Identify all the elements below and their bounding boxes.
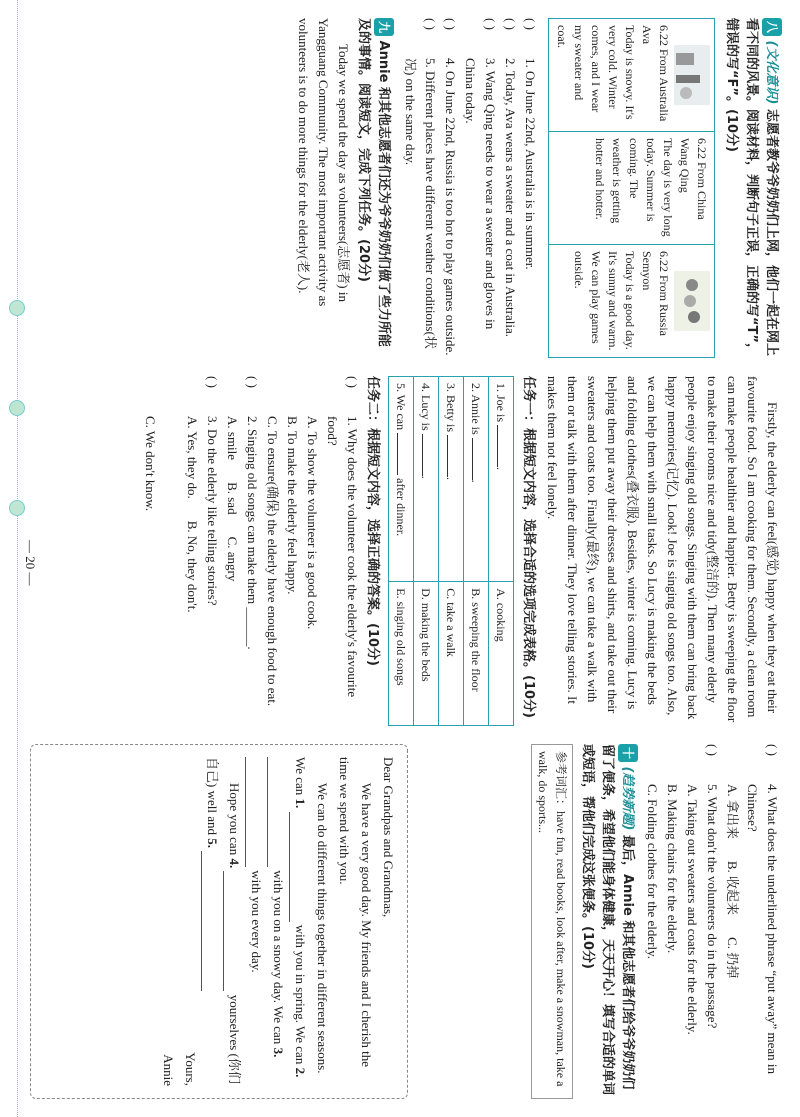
task-2-title: 任务二：根据短文内容，选择正确的答案。(10分) bbox=[365, 376, 380, 666]
question-text: 1. On June 22nd, Australia is in summer. bbox=[523, 58, 538, 270]
option-c: C. To ensure(确保) the elderly have enough food to eat. bbox=[265, 416, 280, 707]
table-row: 3. Betty is . C. take a walk bbox=[439, 377, 464, 726]
question-text: 5. Different places have different weather conditions(状况) on the same day. bbox=[403, 58, 438, 349]
section-8-instruction: 志愿者教爷爷奶奶们上网，他们一起在网上看不同的风景。阅读材料，判断句子正误，正确的写“T”，错误的写“F”。(10分) bbox=[724, 18, 779, 356]
row-option: E. singing old songs bbox=[389, 582, 414, 726]
question-text: 3. Do the elderly like telling stories? bbox=[205, 416, 220, 606]
leaf-icon bbox=[9, 400, 25, 416]
task2-q1 bbox=[262, 376, 362, 726]
option-c: C. angry bbox=[225, 536, 240, 582]
column-3 bbox=[527, 744, 782, 1099]
sec8-q1 bbox=[520, 18, 540, 358]
section-10-heading bbox=[577, 744, 638, 1099]
letter-text: with you every day. bbox=[249, 870, 264, 973]
row-prompt-tail: after dinner. bbox=[394, 478, 408, 537]
letter-text: We can do different things together in different seasons. We can bbox=[293, 757, 330, 1074]
snow-scene-illustration bbox=[674, 45, 710, 105]
sec8-q5 bbox=[400, 18, 440, 358]
answer-paren[interactable]: ( ) bbox=[423, 18, 438, 30]
footer-divider bbox=[17, 0, 18, 1117]
task2-q2 bbox=[222, 376, 262, 726]
diary-text: Today is a good day. It's sunny and warm. We can play games outside. bbox=[572, 251, 637, 351]
section-9-instruction: Annie 和其他志愿者们还为爷爷奶奶们做了些力所能及的事情。阅读短文，完成下列任务。(20分) bbox=[356, 18, 391, 347]
option-b: B. sad bbox=[225, 482, 240, 515]
answer-paren[interactable]: ( ) bbox=[523, 18, 538, 30]
section-10-instruction: 最后，Annie 和其他志愿者们给爷爷奶奶们留了便条，希望他们能身体健康，天天开心！填写合适的单词或短语，帮他们完成这张便条。(10分) bbox=[580, 744, 635, 1096]
section-8-heading bbox=[721, 18, 782, 358]
diary-from: From Russia bbox=[657, 275, 671, 337]
option-b: B. To make the elderly feel happy. bbox=[285, 416, 300, 595]
option-a: A. smile bbox=[225, 416, 240, 461]
answer-blank[interactable] bbox=[447, 435, 460, 477]
option-b: B. No, they don't. bbox=[185, 520, 200, 613]
letter-greeting: Dear Grandpas and Grandmas, bbox=[381, 757, 396, 918]
diary-text: Today is snowy. It's very cold. Winter comes, and I wear my sweater and coat. bbox=[555, 25, 637, 120]
question-text: 3. Wang Qing needs to wear a sweater and gloves in China today. bbox=[463, 58, 498, 330]
answer-paren[interactable]: ( ) bbox=[705, 744, 720, 756]
column-1 bbox=[293, 18, 782, 358]
blank-number: 2. bbox=[293, 1067, 308, 1078]
blank-number: 1. bbox=[293, 798, 308, 809]
question-text: 4. What does the underlined phrase “put away” mean in Chinese? bbox=[745, 784, 780, 1074]
row-option: B. sweeping the floor bbox=[464, 582, 489, 726]
letter-signature: Annie bbox=[161, 1054, 176, 1086]
letter-text: with you on a snowy day. We can bbox=[271, 870, 286, 1045]
letter-paragraph-3 bbox=[201, 757, 245, 1086]
option-a: A. Yes, they do. bbox=[185, 416, 200, 499]
diary-author: Ava bbox=[640, 25, 654, 45]
diary-date: 6.22 bbox=[657, 25, 671, 46]
table-row bbox=[389, 377, 414, 726]
letter-text: with you in spring. We can bbox=[293, 924, 308, 1065]
blank-number: 5. bbox=[205, 838, 220, 848]
reference-words: 参考词汇：have fun, read books, look after, make a snowman, take a walk, do sports... bbox=[531, 744, 573, 1099]
sec8-q3 bbox=[460, 18, 500, 358]
task-1-table bbox=[388, 376, 514, 726]
letter-line-1: We have a very good day. My friends and I cherish the time we spend with you. bbox=[337, 757, 374, 1068]
option-b: B. 收起来 bbox=[725, 860, 740, 916]
answer-line[interactable] bbox=[201, 851, 216, 991]
option-a: A. Taking out sweaters and coats for the elderly. bbox=[685, 784, 700, 1035]
task-1-title: 任务一：根据短文内容，选择合适的选项完成表格。(10分) bbox=[521, 376, 536, 718]
row-prompt: 2. Annie is bbox=[469, 383, 483, 435]
answer-line[interactable] bbox=[245, 757, 260, 867]
row-prompt: 1. Joe is bbox=[494, 383, 508, 422]
answer-paren[interactable]: ( ) bbox=[245, 376, 260, 388]
section-9-heading bbox=[353, 18, 394, 358]
table-row: 4. Lucy is . D. making the beds bbox=[414, 377, 439, 726]
diary-table bbox=[548, 18, 715, 358]
note-letter bbox=[30, 744, 408, 1099]
answer-line[interactable] bbox=[289, 812, 304, 922]
diary-wang-qing bbox=[549, 132, 714, 245]
diary-text: The day is very long today. Summer is coming. The weather is getting hotter and hotter. bbox=[593, 138, 675, 237]
diary-author: Wang Qing bbox=[678, 138, 692, 193]
diary-date: 6.22 bbox=[695, 138, 709, 159]
question-text: 2. Today, Ava wears a sweater and a coat in Australia. bbox=[503, 58, 518, 337]
answer-paren[interactable]: ( ) bbox=[503, 18, 518, 30]
leaf-icon bbox=[9, 300, 25, 316]
passage-paragraph-1: Today we spend the day as volunteers(志愿者) in Yangguang Community. The most important activity as volunteers is to do more things for the elderly(老人). bbox=[296, 18, 351, 307]
option-a: A. 拿出来 bbox=[725, 784, 740, 839]
column-2 bbox=[140, 376, 782, 726]
task2-q3 bbox=[140, 376, 222, 726]
passage-paragraph-2: Firstly, the elderly can feel(感觉) happy when they eat their favourite food. So I am cooking for them. Secondly, a clean room can make people healthier and happier. Betty is sweeping the floor to make their rooms nice and tidy(整洁的). Then many elderly people enjoy singing old songs. Singing with them can bring back happy memories(记忆). Look! Joe is singing old songs too. Also, we can help them with small tasks. So Lucy is making the beds and folding clothes(叠衣服). Besides, winter is coming. Lucy is helping them put away their dresses and shirts, and take out their sweaters and coats too. Finally(最终), we can take a walk with them or talk with them after dinner. They love telling stories. It makes them not feel lonely. bbox=[545, 376, 780, 723]
question-text: 5. What don't the volunteers do in the passage? bbox=[705, 784, 720, 1029]
diary-from: From China bbox=[695, 162, 709, 220]
answer-paren[interactable]: ( ) bbox=[443, 18, 458, 30]
answer-paren[interactable]: ( ) bbox=[765, 744, 780, 756]
diary-ava bbox=[549, 19, 714, 132]
table-row: 1. Joe is . A. cooking bbox=[489, 377, 514, 726]
task2-q4 bbox=[722, 744, 782, 1099]
section-9-badge: 九 bbox=[374, 18, 394, 36]
diary-date: 6.22 bbox=[657, 251, 671, 272]
answer-blank[interactable] bbox=[472, 438, 485, 480]
question-text: 1. Why does the volunteer cook the elderly's favourite food? bbox=[325, 416, 360, 698]
answer-blank[interactable] bbox=[397, 433, 410, 475]
blank-number: 4. bbox=[227, 858, 242, 869]
answer-line[interactable] bbox=[267, 757, 282, 867]
answer-blank[interactable] bbox=[497, 425, 510, 467]
answer-blank[interactable] bbox=[422, 434, 435, 476]
outdoor-games-illustration bbox=[674, 271, 710, 331]
option-a: A. To show the volunteer is a good cook. bbox=[305, 416, 320, 630]
row-prompt: 3. Betty is bbox=[444, 383, 458, 433]
answer-paren[interactable]: ( ) bbox=[483, 18, 498, 30]
answer-line[interactable] bbox=[223, 871, 238, 991]
option-c: C. 扔掉 bbox=[725, 937, 740, 979]
row-prompt: 4. Lucy is bbox=[419, 383, 433, 431]
option-c: C. Folding clothes for the elderly. bbox=[645, 784, 660, 959]
question-text: 2. Singing old songs can make them ______. bbox=[245, 416, 260, 650]
diary-from: From Australia bbox=[657, 49, 671, 122]
letter-text: Hope you can bbox=[227, 783, 242, 856]
page-number: — 20 — bbox=[23, 540, 38, 586]
leaf-icon bbox=[9, 500, 25, 516]
letter-closing: Yours, bbox=[183, 1052, 198, 1086]
row-prompt: 5. We can bbox=[394, 383, 408, 431]
section-8-tag: (文化意识) bbox=[764, 40, 779, 105]
row-option: D. making the beds bbox=[414, 582, 439, 726]
blank-number: 3. bbox=[271, 1047, 286, 1058]
sec8-q4 bbox=[440, 18, 460, 358]
option-c: C. We don't know. bbox=[143, 416, 158, 512]
row-option: C. take a walk bbox=[439, 582, 464, 726]
question-text: 4. On June 22nd, Russia is too hot to play games outside. bbox=[443, 58, 458, 356]
row-option: A. cooking bbox=[489, 582, 514, 726]
sec8-q2 bbox=[500, 18, 520, 358]
answer-paren[interactable]: ( ) bbox=[205, 376, 220, 388]
diary-author: Semyon bbox=[640, 251, 654, 291]
section-10-badge: 十 bbox=[618, 744, 638, 762]
section-10-tag: (趋势新题) bbox=[620, 766, 635, 831]
answer-paren[interactable]: ( ) bbox=[345, 376, 360, 388]
table-row: 2. Annie is . B. sweeping the floor bbox=[464, 377, 489, 726]
letter-text: yourselves (你们自己) well and bbox=[205, 757, 242, 1084]
diary-semyon bbox=[549, 245, 714, 357]
option-b: B. Making chairs for the elderly. bbox=[665, 784, 680, 954]
task2-q5 bbox=[642, 744, 722, 1099]
letter-paragraph-2 bbox=[245, 757, 333, 1086]
section-8-badge: 八 bbox=[762, 18, 782, 36]
